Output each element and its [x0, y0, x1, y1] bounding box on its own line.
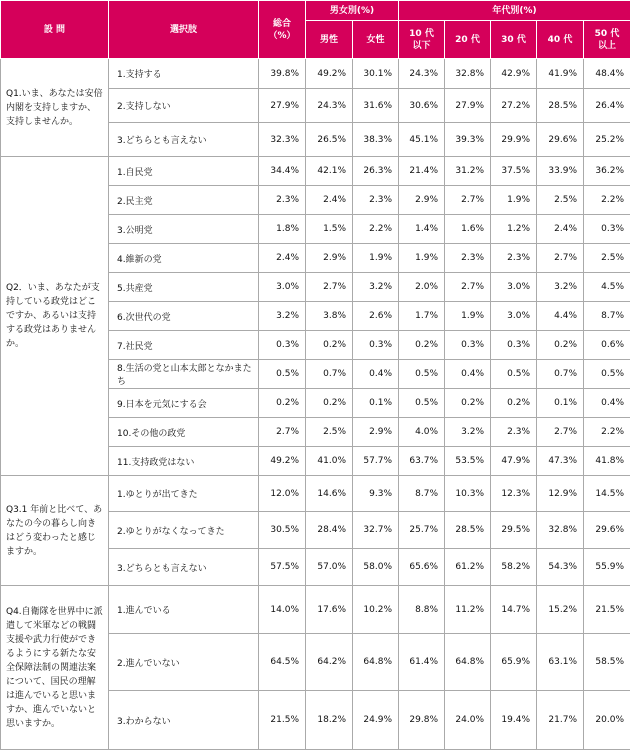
percent-cell: 31.2% [445, 157, 491, 186]
percent-cell: 3.0% [491, 273, 537, 302]
percent-cell: 2.7% [537, 418, 584, 447]
percent-cell: 14.0% [259, 586, 306, 634]
percent-cell: 57.0% [306, 549, 353, 586]
percent-cell: 0.5% [259, 360, 306, 389]
header-age-label: 30 代 [501, 35, 526, 45]
percent-cell: 41.9% [537, 59, 584, 89]
header-choice: 選択肢 [109, 1, 259, 59]
percent-cell: 2.6% [353, 302, 399, 331]
percent-cell: 2.3% [491, 244, 537, 273]
percent-cell: 28.5% [537, 89, 584, 123]
percent-cell: 2.3% [491, 418, 537, 447]
choice-label: 6.次世代の党 [109, 302, 259, 331]
percent-cell: 2.4% [306, 186, 353, 215]
percent-cell: 37.5% [491, 157, 537, 186]
percent-cell: 32.3% [259, 123, 306, 157]
choice-label: 2.進んでいない [109, 634, 259, 691]
percent-cell: 21.7% [537, 691, 584, 750]
percent-cell: 0.5% [399, 360, 445, 389]
header-female: 女性 [353, 21, 399, 59]
percent-cell: 0.1% [537, 389, 584, 418]
percent-cell: 1.7% [399, 302, 445, 331]
percent-cell: 31.6% [353, 89, 399, 123]
choice-label: 8.生活の党と山本太郎となかまたち [109, 360, 259, 389]
percent-cell: 29.8% [399, 691, 445, 750]
table-row [1, 476, 630, 512]
percent-cell: 27.2% [491, 89, 537, 123]
percent-cell: 0.5% [491, 360, 537, 389]
header-age [445, 21, 491, 59]
percent-cell: 0.6% [584, 331, 630, 360]
percent-cell: 4.5% [584, 273, 630, 302]
percent-cell: 26.5% [306, 123, 353, 157]
percent-cell: 3.2% [537, 273, 584, 302]
percent-cell: 20.0% [584, 691, 630, 750]
percent-cell: 21.4% [399, 157, 445, 186]
percent-cell: 63.1% [537, 634, 584, 691]
percent-cell: 0.2% [445, 389, 491, 418]
percent-cell: 53.5% [445, 447, 491, 476]
percent-cell: 42.1% [306, 157, 353, 186]
percent-cell: 17.6% [306, 586, 353, 634]
header-age-label: 10 代 以下 [409, 29, 434, 51]
percent-cell: 2.5% [584, 244, 630, 273]
percent-cell: 2.7% [445, 186, 491, 215]
percent-cell: 26.3% [353, 157, 399, 186]
percent-cell: 39.3% [445, 123, 491, 157]
percent-cell: 11.2% [445, 586, 491, 634]
percent-cell: 30.6% [399, 89, 445, 123]
percent-cell: 64.8% [353, 634, 399, 691]
percent-cell: 3.2% [353, 273, 399, 302]
header-age [491, 21, 537, 59]
percent-cell: 0.4% [445, 360, 491, 389]
percent-cell: 0.2% [306, 331, 353, 360]
percent-cell: 2.7% [306, 273, 353, 302]
percent-cell: 49.2% [259, 447, 306, 476]
percent-cell: 2.2% [584, 418, 630, 447]
percent-cell: 1.4% [399, 215, 445, 244]
percent-cell: 8.8% [399, 586, 445, 634]
percent-cell: 0.3% [259, 331, 306, 360]
header-age [537, 21, 584, 59]
choice-label: 2.支持しない [109, 89, 259, 123]
percent-cell: 29.6% [537, 123, 584, 157]
percent-cell: 1.8% [259, 215, 306, 244]
percent-cell: 36.2% [584, 157, 630, 186]
percent-cell: 58.0% [353, 549, 399, 586]
choice-label: 1.自民党 [109, 157, 259, 186]
percent-cell: 10.2% [353, 586, 399, 634]
percent-cell: 21.5% [584, 586, 630, 634]
percent-cell: 0.4% [584, 389, 630, 418]
header-total [259, 1, 306, 59]
percent-cell: 21.5% [259, 691, 306, 750]
percent-cell: 34.4% [259, 157, 306, 186]
percent-cell: 58.5% [584, 634, 630, 691]
percent-cell: 14.6% [306, 476, 353, 512]
choice-label: 3.わからない [109, 691, 259, 750]
percent-cell: 0.2% [306, 389, 353, 418]
percent-cell: 0.2% [399, 331, 445, 360]
percent-cell: 64.2% [306, 634, 353, 691]
choice-label: 7.社民党 [109, 331, 259, 360]
percent-cell: 41.0% [306, 447, 353, 476]
header-age-label: 50 代 以上 [595, 29, 620, 51]
percent-cell: 25.7% [399, 512, 445, 549]
choice-label: 5.共産党 [109, 273, 259, 302]
percent-cell: 48.4% [584, 59, 630, 89]
percent-cell: 10.3% [445, 476, 491, 512]
percent-cell: 58.2% [491, 549, 537, 586]
percent-cell: 3.2% [445, 418, 491, 447]
percent-cell: 47.3% [537, 447, 584, 476]
percent-cell: 12.0% [259, 476, 306, 512]
percent-cell: 2.2% [584, 186, 630, 215]
choice-label: 11.支持政党はない [109, 447, 259, 476]
choice-label: 4.維新の党 [109, 244, 259, 273]
percent-cell: 1.9% [399, 244, 445, 273]
question-text: Q4.自衛隊を世界中に派遣して米軍などの戦闘支援や武力行使ができるようにする新たな安全保障法制の関連法案について、国民の理解は進んでいると思いますか、進んでいないと思いますか。 [1, 586, 109, 750]
choice-label: 9.日本を元気にする会 [109, 389, 259, 418]
percent-cell: 3.2% [259, 302, 306, 331]
percent-cell: 0.2% [491, 389, 537, 418]
percent-cell: 0.3% [584, 215, 630, 244]
percent-cell: 24.9% [353, 691, 399, 750]
percent-cell: 3.0% [491, 302, 537, 331]
percent-cell: 61.4% [399, 634, 445, 691]
percent-cell: 12.9% [537, 476, 584, 512]
percent-cell: 19.4% [491, 691, 537, 750]
percent-cell: 55.9% [584, 549, 630, 586]
choice-label: 3.どちらとも言えない [109, 549, 259, 586]
choice-label: 3.どちらとも言えない [109, 123, 259, 157]
percent-cell: 18.2% [306, 691, 353, 750]
percent-cell: 2.2% [353, 215, 399, 244]
choice-label: 1.進んでいる [109, 586, 259, 634]
percent-cell: 64.8% [445, 634, 491, 691]
percent-cell: 57.5% [259, 549, 306, 586]
percent-cell: 2.4% [259, 244, 306, 273]
header-age-label: 40 代 [548, 35, 573, 45]
percent-cell: 2.4% [537, 215, 584, 244]
header-age [399, 21, 445, 59]
percent-cell: 15.2% [537, 586, 584, 634]
percent-cell: 1.6% [445, 215, 491, 244]
percent-cell: 29.9% [491, 123, 537, 157]
percent-cell: 0.3% [445, 331, 491, 360]
percent-cell: 0.2% [537, 331, 584, 360]
percent-cell: 45.1% [399, 123, 445, 157]
percent-cell: 47.9% [491, 447, 537, 476]
header-age-label: 20 代 [455, 35, 480, 45]
percent-cell: 30.1% [353, 59, 399, 89]
percent-cell: 0.5% [399, 389, 445, 418]
percent-cell: 29.6% [584, 512, 630, 549]
percent-cell: 29.5% [491, 512, 537, 549]
percent-cell: 2.5% [306, 418, 353, 447]
percent-cell: 2.3% [259, 186, 306, 215]
percent-cell: 49.2% [306, 59, 353, 89]
percent-cell: 12.3% [491, 476, 537, 512]
percent-cell: 2.7% [259, 418, 306, 447]
choice-label: 2.民主党 [109, 186, 259, 215]
percent-cell: 2.9% [399, 186, 445, 215]
percent-cell: 0.2% [259, 389, 306, 418]
percent-cell: 38.3% [353, 123, 399, 157]
percent-cell: 0.5% [584, 360, 630, 389]
percent-cell: 3.8% [306, 302, 353, 331]
header-gender-group: 男女別(%) [306, 1, 399, 21]
choice-label: 1.支持する [109, 59, 259, 89]
percent-cell: 25.2% [584, 123, 630, 157]
percent-cell: 65.6% [399, 549, 445, 586]
choice-label: 3.公明党 [109, 215, 259, 244]
percent-cell: 4.0% [399, 418, 445, 447]
percent-cell: 64.5% [259, 634, 306, 691]
percent-cell: 2.7% [445, 273, 491, 302]
question-text: Q3.1 年前と比べて、あなたの今の暮らし向きはどう変わったと感じますか。 [1, 476, 109, 586]
percent-cell: 0.1% [353, 389, 399, 418]
percent-cell: 24.3% [399, 59, 445, 89]
percent-cell: 65.9% [491, 634, 537, 691]
percent-cell: 57.7% [353, 447, 399, 476]
percent-cell: 2.5% [537, 186, 584, 215]
percent-cell: 14.5% [584, 476, 630, 512]
percent-cell: 63.7% [399, 447, 445, 476]
header-male: 男性 [306, 21, 353, 59]
header-age [584, 21, 630, 59]
percent-cell: 2.7% [537, 244, 584, 273]
percent-cell: 2.3% [353, 186, 399, 215]
percent-cell: 42.9% [491, 59, 537, 89]
percent-cell: 24.0% [445, 691, 491, 750]
percent-cell: 0.7% [537, 360, 584, 389]
percent-cell: 14.7% [491, 586, 537, 634]
percent-cell: 0.3% [491, 331, 537, 360]
choice-label: 10.その他の政党 [109, 418, 259, 447]
percent-cell: 30.5% [259, 512, 306, 549]
percent-cell: 41.8% [584, 447, 630, 476]
percent-cell: 32.8% [445, 59, 491, 89]
percent-cell: 2.0% [399, 273, 445, 302]
percent-cell: 9.3% [353, 476, 399, 512]
percent-cell: 0.4% [353, 360, 399, 389]
header-age-group: 年代別(%) [399, 1, 630, 21]
percent-cell: 1.5% [306, 215, 353, 244]
percent-cell: 33.9% [537, 157, 584, 186]
percent-cell: 27.9% [259, 89, 306, 123]
percent-cell: 26.4% [584, 89, 630, 123]
header-total-label: 総合 （%） [268, 19, 295, 41]
table-row [1, 59, 630, 89]
question-text: Q1.いま、あなたは安倍内閣を支持しますか、支持しませんか。 [1, 59, 109, 157]
percent-cell: 39.8% [259, 59, 306, 89]
percent-cell: 1.2% [491, 215, 537, 244]
percent-cell: 1.9% [353, 244, 399, 273]
question-text: Q2．いま、あなたが支持している政党はどこですか、あるいは支持する政党はありませんか。 [1, 157, 109, 476]
percent-cell: 1.9% [491, 186, 537, 215]
choice-label: 1.ゆとりが出てきた [109, 476, 259, 512]
percent-cell: 2.9% [353, 418, 399, 447]
table-row [1, 157, 630, 186]
percent-cell: 28.5% [445, 512, 491, 549]
percent-cell: 28.4% [306, 512, 353, 549]
percent-cell: 32.8% [537, 512, 584, 549]
percent-cell: 54.3% [537, 549, 584, 586]
percent-cell: 4.4% [537, 302, 584, 331]
percent-cell: 2.9% [306, 244, 353, 273]
table-row [1, 586, 630, 634]
percent-cell: 1.9% [445, 302, 491, 331]
percent-cell: 3.0% [259, 273, 306, 302]
percent-cell: 61.2% [445, 549, 491, 586]
percent-cell: 2.3% [445, 244, 491, 273]
percent-cell: 0.7% [306, 360, 353, 389]
table-body [1, 59, 630, 750]
header-question: 設 問 [1, 1, 109, 59]
percent-cell: 27.9% [445, 89, 491, 123]
choice-label: 2.ゆとりがなくなってきた [109, 512, 259, 549]
percent-cell: 8.7% [584, 302, 630, 331]
percent-cell: 32.7% [353, 512, 399, 549]
percent-cell: 24.3% [306, 89, 353, 123]
percent-cell: 0.3% [353, 331, 399, 360]
percent-cell: 8.7% [399, 476, 445, 512]
